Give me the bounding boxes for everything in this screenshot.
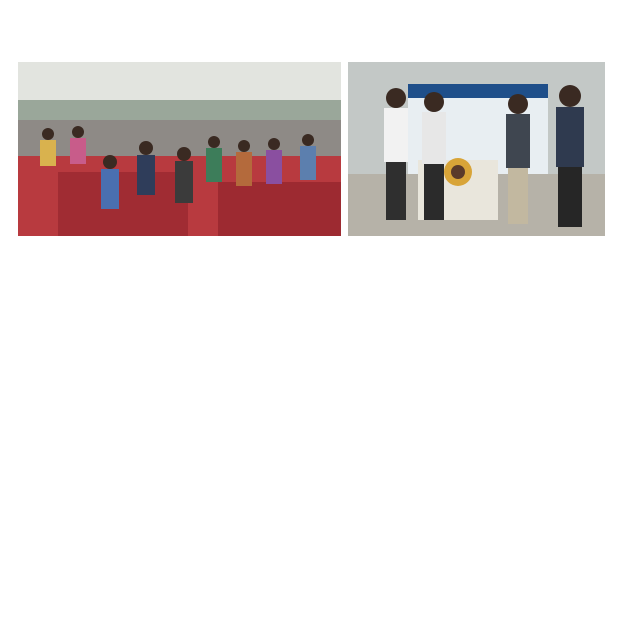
article-headline	[4, 2, 604, 32]
article-body-right-column	[428, 238, 614, 628]
article-body-left-column	[28, 238, 421, 628]
portrait-tribute-illustration	[348, 62, 605, 236]
photo-portrait-tribute	[348, 62, 605, 236]
photo-pledge-audience	[18, 62, 341, 236]
pledge-audience-illustration	[18, 62, 341, 236]
